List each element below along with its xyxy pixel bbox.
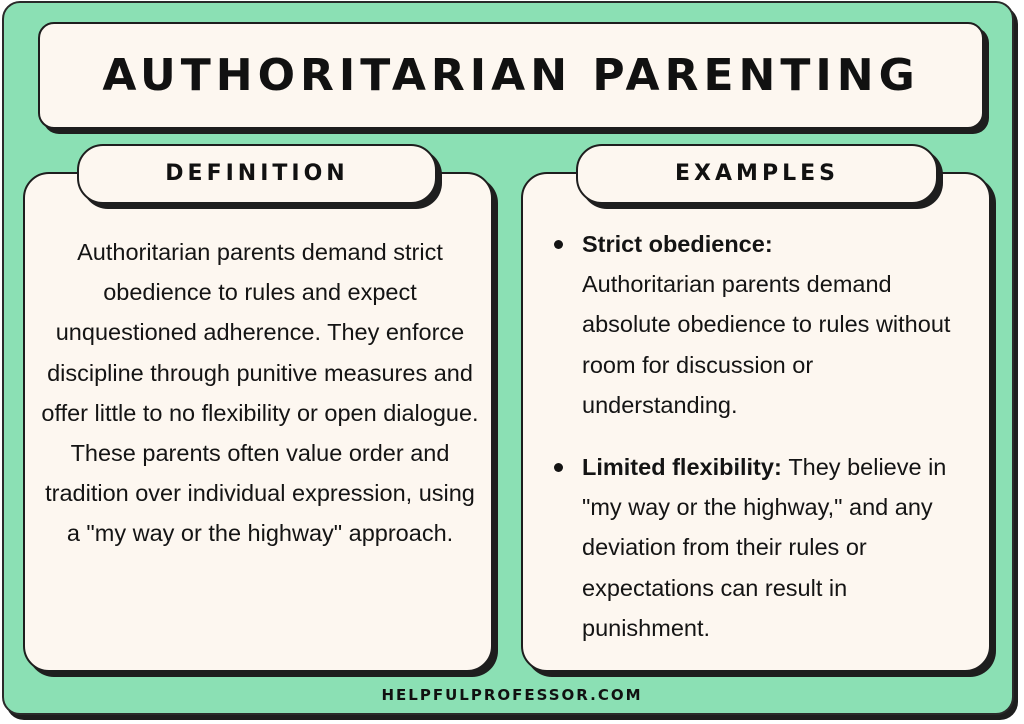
- site-credit: HELPFULPROFESSOR.COM: [381, 686, 643, 704]
- example-item: [554, 224, 964, 425]
- example-term: Limited flexibility:: [582, 454, 789, 481]
- example-term: Strict obedience:: [582, 231, 773, 257]
- examples-list: [554, 224, 964, 670]
- title-card: [38, 22, 984, 129]
- example-text: They believe in "my way or the highway," and any deviation from their rules or expectations can result in punishment.: [582, 454, 947, 641]
- bullet-icon: [554, 240, 563, 249]
- definition-text: Authoritarian parents demand strict obedience to rules and expect unquestioned adherence. They enforce discipline through punitive measures and offer little to no flexibility or open dialogue. These parents often value order and tradition over individual expression, using a "my way or the highway" approach.: [41, 239, 479, 547]
- definition-heading: DEFINITION: [77, 144, 437, 204]
- page-title: AUTHORITARIAN PARENTING: [102, 50, 920, 101]
- examples-heading: EXAMPLES: [576, 144, 938, 204]
- example-item: [554, 447, 964, 648]
- bullet-icon: [554, 463, 563, 472]
- example-text: Authoritarian parents demand absolute obedience to rules without room for discussion or understanding.: [582, 271, 951, 418]
